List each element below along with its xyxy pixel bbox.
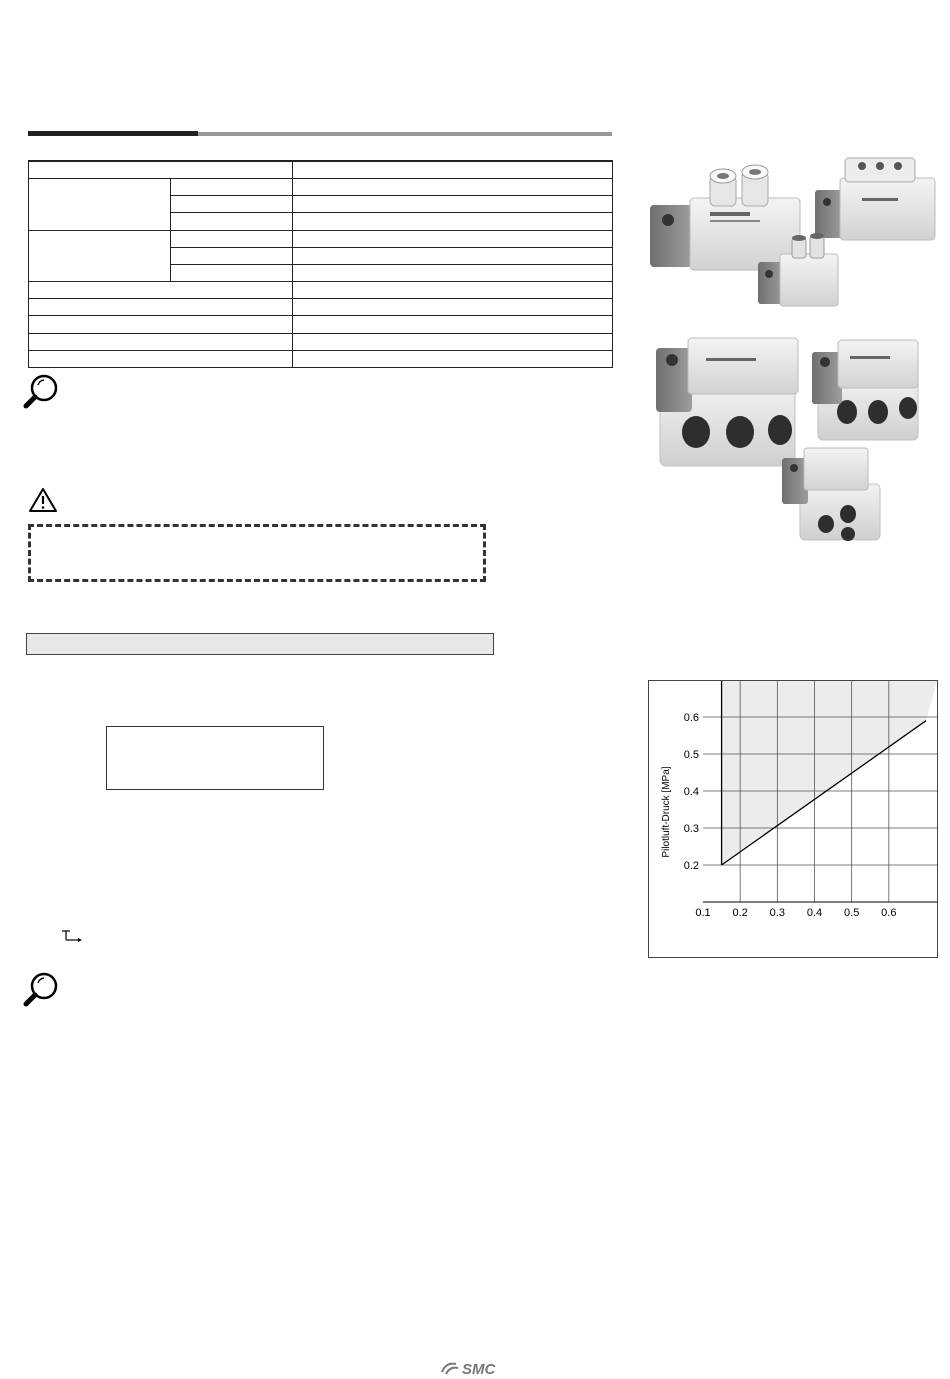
header-rule-gray: [198, 132, 612, 136]
caution-box: [28, 524, 486, 582]
smc-logo-text: SMC: [462, 1361, 496, 1376]
valve-on-base-medium: [812, 340, 918, 440]
header-rule-dark: [28, 131, 198, 136]
table-row: [29, 350, 613, 367]
table-row: [29, 230, 613, 247]
y-axis-label: Pilotluft-Druck [MPa]: [661, 766, 672, 858]
x-tick-label: 0.6: [881, 907, 897, 919]
y-tick-label: 0.3: [683, 823, 699, 835]
y-tick-label: 0.5: [683, 749, 699, 761]
table-row: [29, 161, 613, 179]
valve-product-photo: [640, 150, 940, 550]
x-tick-label: 0.2: [732, 907, 748, 919]
valve-small-ports: [815, 158, 935, 240]
table-row: [29, 316, 613, 333]
port-symbol-icon: [60, 928, 84, 944]
magnifier-icon: [22, 970, 62, 1010]
magnifier-icon: [22, 372, 62, 412]
valve-large-fittings: [650, 165, 800, 270]
valve-on-base-small: [782, 448, 880, 541]
x-tick-label: 0.3: [769, 907, 785, 919]
smc-logo: [440, 1360, 522, 1376]
warning-icon: [28, 486, 58, 514]
x-tick-label: 0.1: [695, 907, 711, 919]
table-row: [29, 299, 613, 316]
x-tick-label: 0.5: [844, 907, 860, 919]
y-tick-label: 0.2: [683, 860, 699, 872]
info-box: [106, 726, 324, 790]
y-tick-label: 0.4: [683, 786, 699, 798]
table-row: [29, 333, 613, 350]
section-heading-bar: [26, 633, 494, 655]
table-row: [29, 282, 613, 299]
x-tick-label: 0.4: [806, 907, 823, 919]
y-tick-label: 0.6: [683, 712, 699, 724]
table-row: [29, 179, 613, 196]
pilot-pressure-chart: [648, 680, 938, 958]
valve-on-base-large: [656, 338, 798, 466]
spec-table: [28, 160, 613, 368]
